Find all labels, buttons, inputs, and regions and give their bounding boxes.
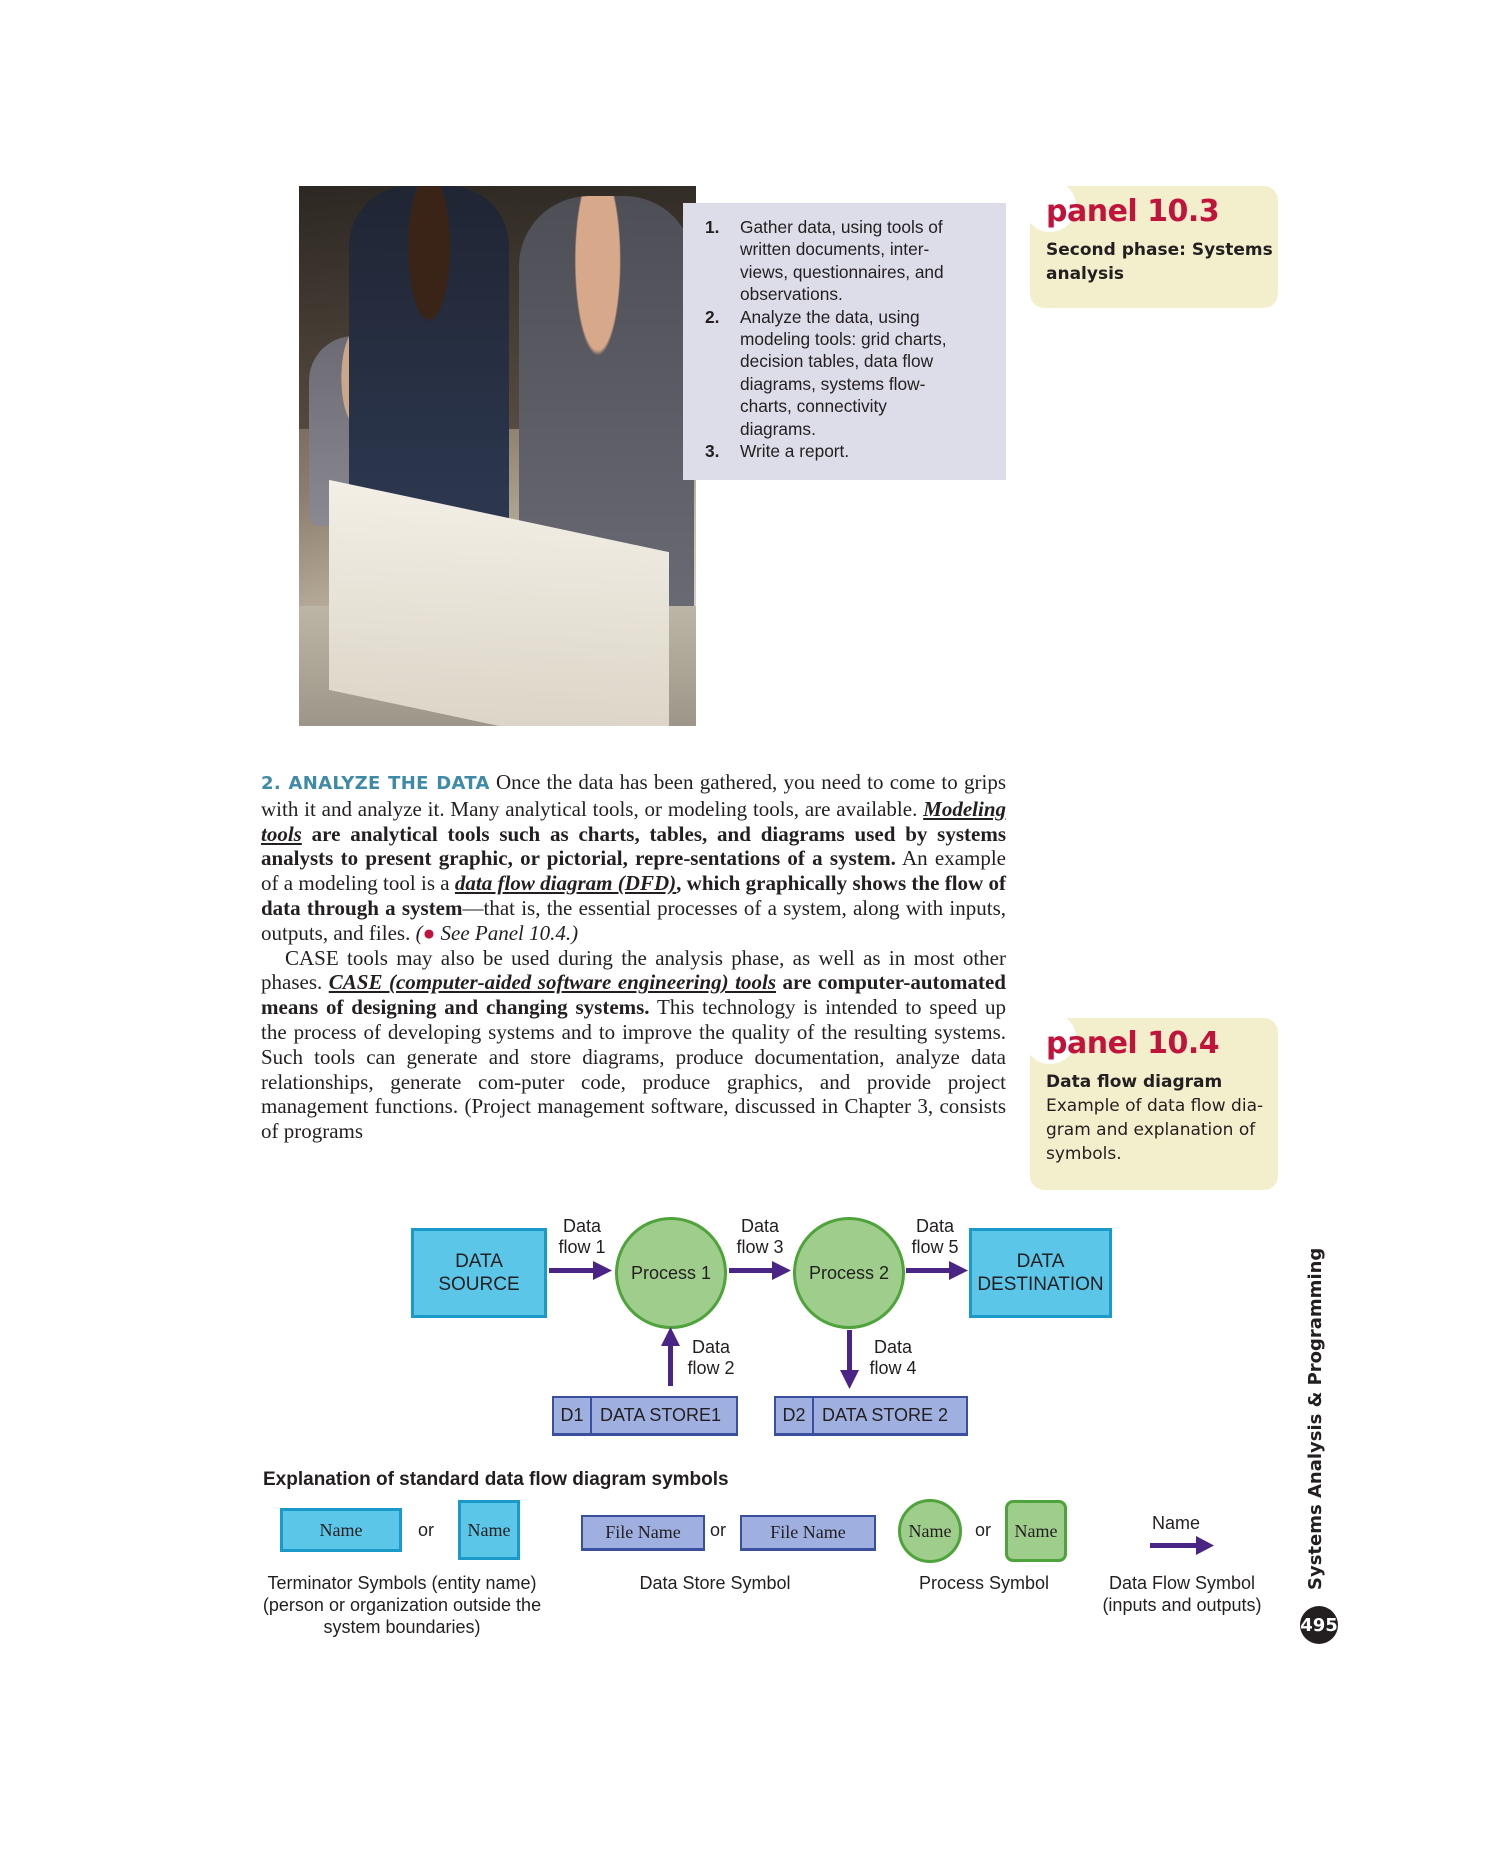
panel-description: Example of data flow dia- gram and explanation of symbols. <box>1046 1096 1264 1164</box>
step-number: 3. <box>705 441 720 462</box>
text-run: Once the data has been gathered, you need to come to grips with it and analyze it. Many analytical tools, or modeling tools, are available. <box>261 770 1006 821</box>
flow-1-arrow <box>549 1268 595 1273</box>
text-run: This technology is intended to speed up the process of developing systems and to improve the quality of the resulting systems. Such tools can generate and store diagrams, produce documentation, analyze data relationships, generate com-puter code, produce graphics, and provide project management functions. (Project management software, discussed in Chapter 3, consists of programs <box>261 995 1006 1144</box>
step-text: Write a report. <box>740 441 850 462</box>
process-2-circle: Process 2 <box>793 1217 905 1329</box>
flow-5-arrow <box>906 1268 951 1273</box>
key-term-modeling-tools: Modeling tools <box>261 796 1006 846</box>
legend-store-label: File Name <box>605 1522 681 1542</box>
flow-2-label: Data flow 2 <box>687 1337 735 1378</box>
text-run: —that is, the essential processes of a system, along with inputs, outputs, and files. <box>261 895 1006 945</box>
bold-definition: are analytical tools such as charts, tables, and diagrams used by systems analysts to present graphic, or pictorial, repre-sentations of a system. <box>261 821 1006 871</box>
ref-paren: ( <box>415 920 423 945</box>
legend-or: or <box>975 1520 992 1540</box>
legend-store-closed <box>740 1515 876 1551</box>
legend-terminator-square: Name <box>458 1500 520 1560</box>
panel-number: panel 10.4 <box>1046 1026 1220 1061</box>
legend-process-rounded: Name <box>1005 1500 1067 1562</box>
panel-title: Second phase: Systems analysis <box>1046 240 1273 284</box>
legend-flow-arrow-icon <box>1148 1536 1218 1556</box>
flow-5-label: Data flow 5 <box>911 1216 959 1257</box>
legend-or: or <box>710 1520 727 1540</box>
step-number: 2. <box>705 306 720 327</box>
flow-2-arrow <box>668 1344 673 1386</box>
flow-1-arrowhead <box>593 1261 612 1280</box>
panel-title: Data flow diagram <box>1046 1072 1223 1092</box>
legend-terminator-rect: Name <box>280 1508 402 1552</box>
legend-store-open <box>581 1515 705 1551</box>
flow-3-arrowhead <box>772 1261 791 1280</box>
flow-2-arrowhead <box>661 1327 680 1346</box>
flow-4-arrowhead <box>840 1370 859 1389</box>
step-text: Gather data, using tools of written documents, inter- views, questionnaires, and observations. <box>740 217 944 305</box>
legend-store-label: File Name <box>770 1522 846 1542</box>
flow-3-arrow <box>729 1268 774 1273</box>
legend-process-circle: Name <box>898 1499 962 1563</box>
legend-store-caption: Data Store Symbol <box>639 1573 791 1593</box>
bullet-icon: ● <box>422 920 436 945</box>
data-source-box: DATA SOURCE <box>411 1228 547 1318</box>
step-number: 1. <box>705 217 720 237</box>
text-run: An example of a modeling tool is a <box>261 846 1007 896</box>
data-store-id: D1 <box>554 1398 592 1433</box>
legend-terminator-caption: Terminator Symbols (entity name) (person or organization outside the system boundaries) <box>262 1573 542 1637</box>
flow-1-label: Data flow 1 <box>558 1216 606 1257</box>
flow-3-label: Data flow 3 <box>736 1216 784 1257</box>
data-store-name: DATA STORE 2 <box>822 1405 949 1425</box>
ref-text: See Panel 10.4.) <box>435 920 579 945</box>
flow-4-label: Data flow 4 <box>869 1337 917 1378</box>
flow-4-arrow <box>847 1330 852 1372</box>
data-store-1 <box>552 1396 738 1436</box>
key-term-dfd: data flow diagram (DFD) <box>454 871 677 896</box>
data-destination-box: DATA DESTINATION <box>969 1228 1112 1318</box>
process-1-circle: Process 1 <box>615 1217 727 1329</box>
legend-process-caption: Process Symbol <box>918 1573 1050 1593</box>
flow-5-arrowhead <box>949 1261 968 1280</box>
key-term-case-tools: CASE (computer-aided software engineering) tools <box>328 970 777 995</box>
legend-flow-caption: Data Flow Symbol (inputs and outputs) <box>1102 1573 1262 1615</box>
page-number: 495 <box>1300 1606 1338 1644</box>
section-sidebar-label: Systems Analysis & Programming <box>1305 1247 1326 1590</box>
legend-or: or <box>418 1520 435 1540</box>
data-store-name: DATA STORE1 <box>600 1405 722 1425</box>
text-run: CASE tools may also be used during the analysis phase, as well as in most other phases. <box>261 945 1006 995</box>
data-store-2 <box>774 1396 968 1436</box>
legend-flow-label: Name <box>1152 1513 1201 1533</box>
section-heading: 2. ANALYZE THE DATA <box>261 773 490 794</box>
legend-title: Explanation of standard data flow diagram symbols <box>263 1469 729 1490</box>
bold-definition: are computer-automated means of designing and changing systems. <box>261 970 1006 1020</box>
bold-definition: , which graphically shows the flow of data through a system <box>261 871 1006 920</box>
step-text: Analyze the data, using modeling tools: grid charts, decision tables, data flow diagrams, systems flow- charts, connectivity diagrams. <box>740 306 947 439</box>
panel-number: panel 10.3 <box>1046 194 1220 229</box>
data-store-id: D2 <box>776 1398 814 1433</box>
